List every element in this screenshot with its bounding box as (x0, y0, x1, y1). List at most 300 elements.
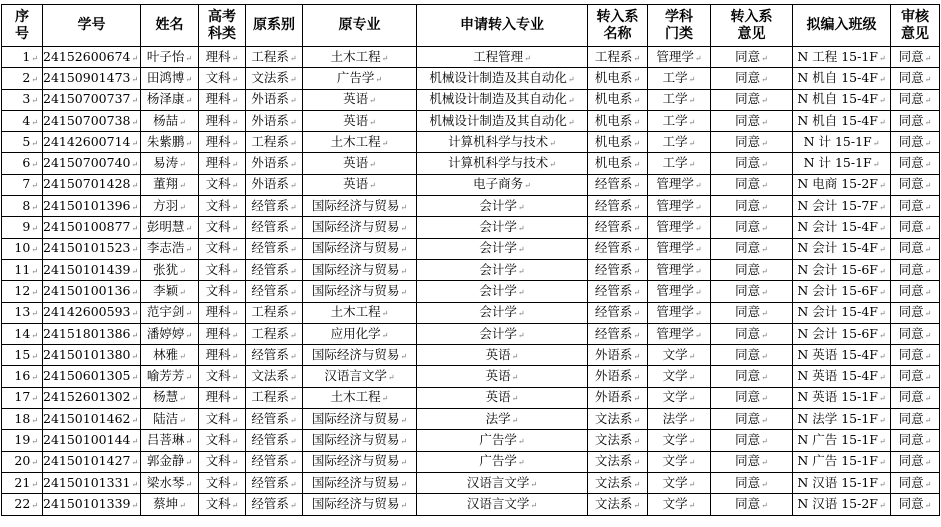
cell-text: 24142600593 (43, 304, 131, 320)
cell-text: 文法系 (594, 410, 633, 426)
paragraph-mark: ↵ (289, 351, 297, 361)
cell-text: 同意 (735, 453, 761, 469)
paragraph-mark: ↵ (179, 181, 186, 191)
paragraph-mark: ↵ (231, 479, 239, 489)
discipline-cell (648, 68, 711, 89)
discipline-cell (648, 494, 711, 515)
paragraph-mark: ↵ (31, 394, 38, 404)
table-row (2, 174, 940, 195)
target-dept-cell (588, 302, 648, 323)
paragraph-mark: ↵ (381, 53, 389, 63)
cell-text: 管理学 (656, 197, 694, 213)
paragraph-mark: ↵ (400, 500, 408, 510)
table-row (2, 387, 940, 408)
student-id-cell (43, 238, 141, 259)
paragraph-mark: ↵ (688, 458, 696, 468)
target-class-cell (793, 430, 891, 451)
cell-text: 24150101427 (43, 453, 131, 469)
orig-dept-cell (246, 47, 303, 68)
cell-text: 文学 (662, 368, 688, 384)
paragraph-mark: ↵ (381, 330, 389, 340)
paragraph-mark: ↵ (878, 224, 886, 234)
cell-text: 同意 (735, 389, 761, 405)
cell-text: 同意 (735, 410, 761, 426)
paragraph-mark: ↵ (369, 117, 376, 127)
paragraph-mark: ↵ (31, 117, 38, 127)
cell-text: 汉语言文学 (466, 474, 530, 490)
paragraph-mark: ↵ (878, 53, 886, 63)
header-line: 姓名 (155, 17, 184, 33)
review-opinion-cell (891, 323, 940, 344)
paragraph-mark: ↵ (761, 74, 768, 84)
index-cell (2, 174, 43, 195)
cell-text: 同意 (898, 219, 924, 235)
header-line: 拟编入班级 (806, 17, 877, 33)
cell-text: 张犹 (153, 261, 179, 277)
paragraph-mark: ↵ (31, 181, 38, 191)
paragraph-mark: ↵ (31, 330, 38, 340)
cell-text: N 计 15-1F (803, 133, 872, 149)
paragraph-mark: ↵ (633, 373, 641, 383)
cell-text: 文学 (662, 431, 688, 447)
orig-major-cell (303, 494, 417, 515)
target-class-cell (793, 89, 891, 110)
review-opinion-cell (891, 238, 940, 259)
paragraph-mark: ↵ (633, 245, 641, 255)
header-line: 号 (15, 25, 29, 42)
name-cell (141, 430, 199, 451)
cell-text: 土木工程 (330, 133, 381, 149)
dept-opinion-cell (711, 217, 793, 238)
dept-opinion-cell (711, 366, 793, 387)
exam-type-cell (199, 345, 246, 366)
review-opinion-cell (891, 409, 940, 430)
review-opinion-cell (891, 89, 940, 110)
table-row (2, 345, 940, 366)
cell-text: 9 (22, 219, 31, 235)
cell-text: 机电系 (594, 155, 633, 171)
paragraph-mark: ↵ (231, 160, 239, 170)
dept-opinion-cell (711, 132, 793, 153)
table-row (2, 430, 940, 451)
paragraph-mark: ↵ (31, 373, 38, 383)
cell-text: 5 (22, 133, 31, 149)
exam-type-cell (199, 323, 246, 344)
paragraph-mark: ↵ (400, 224, 408, 234)
paragraph-mark: ↵ (924, 74, 932, 84)
cell-text: 管理学 (656, 325, 694, 341)
name-cell (141, 217, 199, 238)
paragraph-mark: ↵ (179, 117, 186, 127)
paragraph-mark: ↵ (289, 373, 297, 383)
name-cell (141, 494, 199, 515)
dept-opinion-cell (711, 387, 793, 408)
index-cell (2, 323, 43, 344)
cell-text: 会计学 (479, 219, 517, 235)
target-dept-cell (588, 89, 648, 110)
name-cell (141, 89, 199, 110)
dept-opinion-cell (711, 323, 793, 344)
name-cell (141, 259, 199, 280)
paragraph-mark: ↵ (387, 373, 395, 383)
cell-text: 24150901473 (43, 69, 131, 85)
name-cell (141, 110, 199, 131)
table-row (2, 196, 940, 217)
cell-text: 工程系 (251, 304, 289, 320)
paragraph-mark: ↵ (524, 53, 531, 63)
table-row (2, 110, 940, 131)
cell-text: 机电系 (594, 69, 633, 85)
cell-text: 范宇剑 (146, 304, 185, 320)
cell-text: 19 (14, 431, 31, 447)
paragraph-mark: ↵ (688, 96, 696, 106)
paragraph-mark: ↵ (878, 479, 886, 489)
cell-text: 法学 (485, 410, 511, 426)
cell-text: 汉语言文学 (324, 368, 387, 384)
exam-type-cell (199, 472, 246, 493)
paragraph-mark: ↵ (185, 479, 193, 489)
index-cell (2, 217, 43, 238)
cell-text: 同意 (735, 304, 761, 320)
paragraph-mark: ↵ (289, 287, 297, 297)
paragraph-mark: ↵ (694, 309, 702, 319)
exam-type-cell (199, 238, 246, 259)
review-opinion-cell (891, 387, 940, 408)
orig-major-cell (303, 472, 417, 493)
cell-text: 管理学 (656, 282, 694, 298)
target-major-cell (417, 68, 588, 89)
cell-text: 李颖 (153, 282, 179, 298)
cell-text: 同意 (735, 112, 761, 128)
student-id-cell (43, 153, 141, 174)
student-id-cell (43, 110, 141, 131)
cell-text: 文科 (205, 282, 231, 298)
cell-text: N 会计 15-4F (797, 219, 878, 235)
discipline-cell (648, 196, 711, 217)
cell-text: 英语 (343, 155, 369, 171)
paragraph-mark: ↵ (31, 351, 38, 361)
dept-opinion-cell (711, 345, 793, 366)
cell-text: 电子商务 (473, 176, 524, 192)
cell-text: 会计学 (479, 282, 517, 298)
cell-text: N 会计 15-4F (797, 240, 878, 256)
cell-text: N 机自 15-4F (797, 112, 878, 128)
cell-text: 工学 (662, 133, 688, 149)
paragraph-mark: ↵ (381, 138, 389, 148)
orig-dept-cell (246, 174, 303, 195)
exam-type-cell (199, 409, 246, 430)
dept-opinion-cell (711, 238, 793, 259)
cell-text: 同意 (735, 474, 761, 490)
paragraph-mark: ↵ (878, 458, 886, 468)
cell-text: 24150700740 (43, 155, 131, 171)
cell-text: 土木工程 (330, 48, 381, 64)
cell-text: 经管系 (251, 453, 289, 469)
review-opinion-cell (891, 68, 940, 89)
header-line: 科类 (208, 25, 236, 42)
cell-text: 文科 (205, 240, 231, 256)
discipline-cell (648, 259, 711, 280)
cell-text: 6 (22, 155, 31, 171)
paragraph-mark: ↵ (131, 500, 139, 510)
paragraph-mark: ↵ (131, 330, 139, 340)
index-cell (2, 132, 43, 153)
paragraph-mark: ↵ (369, 96, 376, 106)
target-class-cell (793, 132, 891, 153)
cell-text: 经管系 (251, 410, 289, 426)
cell-text: 蔡坤 (153, 495, 179, 511)
cell-text: 朱紫鹏 (146, 133, 185, 149)
index-cell (2, 196, 43, 217)
paragraph-mark: ↵ (31, 266, 38, 276)
discipline-cell (648, 281, 711, 302)
index-cell (2, 238, 43, 259)
target-dept-cell (588, 153, 648, 174)
review-opinion-cell (891, 472, 940, 493)
cell-text: 同意 (898, 91, 924, 107)
header-row (2, 5, 940, 47)
discipline-cell (648, 387, 711, 408)
target-dept-cell (588, 68, 648, 89)
cell-text: 经管系 (251, 431, 289, 447)
paragraph-mark: ↵ (761, 436, 768, 446)
cell-text: 同意 (735, 495, 761, 511)
cell-text: N 会计 15-6F (797, 261, 878, 277)
index-cell (2, 494, 43, 515)
target-dept-cell (588, 472, 648, 493)
orig-major-cell (303, 387, 417, 408)
target-dept-cell (588, 366, 648, 387)
target-dept-cell (588, 132, 648, 153)
table-body (2, 47, 940, 516)
paragraph-mark: ↵ (131, 138, 139, 148)
paragraph-mark: ↵ (185, 53, 193, 63)
cell-text: 24150700737 (43, 91, 131, 107)
orig-major-cell (303, 217, 417, 238)
index-cell (2, 281, 43, 302)
paragraph-mark: ↵ (400, 436, 408, 446)
table-row (2, 238, 940, 259)
cell-text: 会计学 (479, 304, 517, 320)
orig-major-cell (303, 366, 417, 387)
cell-text: 理科 (205, 133, 231, 149)
cell-text: 吕菩琳 (146, 431, 185, 447)
cell-text: N 广告 15-1F (797, 453, 878, 469)
review-opinion-cell (891, 430, 940, 451)
paragraph-mark: ↵ (231, 266, 239, 276)
name-cell (141, 153, 199, 174)
cell-text: 经管系 (251, 474, 289, 490)
cell-text: 汉语言文学 (466, 495, 530, 511)
cell-text: 文学 (662, 474, 688, 490)
student-id-cell (43, 174, 141, 195)
review-opinion-cell (891, 259, 940, 280)
target-dept-cell (588, 494, 648, 515)
name-cell (141, 451, 199, 472)
paragraph-mark: ↵ (289, 330, 297, 340)
paragraph-mark: ↵ (878, 309, 886, 319)
paragraph-mark: ↵ (231, 202, 239, 212)
target-class-cell (793, 238, 891, 259)
name-cell (141, 174, 199, 195)
paragraph-mark: ↵ (231, 96, 239, 106)
orig-dept-cell (246, 494, 303, 515)
cell-text: N 会计 15-6F (797, 325, 878, 341)
cell-text: 18 (14, 410, 31, 426)
cell-text: 文学 (662, 389, 688, 405)
paragraph-mark: ↵ (924, 500, 932, 510)
paragraph-mark: ↵ (761, 266, 768, 276)
table-row (2, 259, 940, 280)
orig-dept-cell (246, 387, 303, 408)
cell-text: 理科 (205, 304, 231, 320)
cell-text: 24152601302 (43, 389, 131, 405)
dept-opinion-cell (711, 259, 793, 280)
table-row (2, 409, 940, 430)
target-major-cell (417, 259, 588, 280)
cell-text: N 机自 15-4F (797, 69, 878, 85)
index-cell (2, 153, 43, 174)
cell-text: 21 (14, 474, 31, 490)
dept-opinion-cell (711, 47, 793, 68)
target-class-cell (793, 387, 891, 408)
cell-text: 英语 (485, 346, 511, 362)
paragraph-mark: ↵ (231, 74, 239, 84)
table-row (2, 302, 940, 323)
target-major-cell (417, 323, 588, 344)
cell-text: 同意 (898, 453, 924, 469)
student-id-cell (43, 89, 141, 110)
discipline-cell (648, 174, 711, 195)
orig-dept-cell (246, 472, 303, 493)
cell-text: 11 (14, 261, 31, 277)
paragraph-mark: ↵ (878, 500, 886, 510)
orig-major-cell (303, 110, 417, 131)
cell-text: 理科 (205, 389, 231, 405)
cell-text: 工学 (662, 112, 688, 128)
paragraph-mark: ↵ (633, 287, 641, 297)
cell-text: 经管系 (251, 197, 289, 213)
paragraph-mark: ↵ (924, 181, 932, 191)
paragraph-mark: ↵ (231, 458, 239, 468)
header-line: 学号 (77, 17, 106, 33)
target-class-cell (793, 281, 891, 302)
exam-type-cell (199, 494, 246, 515)
paragraph-mark: ↵ (131, 415, 139, 425)
cell-text: 应用化学 (330, 325, 381, 341)
cell-text: 文学 (662, 346, 688, 362)
student-id-cell (43, 281, 141, 302)
paragraph-mark: ↵ (761, 373, 768, 383)
student-id-cell (43, 323, 141, 344)
cell-text: 叶子怡 (146, 48, 185, 64)
discipline-cell (648, 132, 711, 153)
cell-text: 方羽 (153, 197, 179, 213)
discipline-cell (648, 302, 711, 323)
dept-opinion-cell (711, 89, 793, 110)
student-id-cell (43, 387, 141, 408)
paragraph-mark: ↵ (179, 394, 186, 404)
cell-text: 同意 (735, 261, 761, 277)
exam-type-cell (199, 47, 246, 68)
paragraph-mark: ↵ (131, 436, 139, 446)
discipline-cell (648, 89, 711, 110)
paragraph-mark: ↵ (688, 500, 696, 510)
paragraph-mark: ↵ (400, 351, 408, 361)
cell-text: 12 (14, 282, 31, 298)
cell-text: 机电系 (594, 91, 633, 107)
paragraph-mark: ↵ (400, 479, 408, 489)
cell-text: 同意 (735, 91, 761, 107)
cell-text: 工程系 (251, 48, 289, 64)
cell-text: 15 (14, 346, 31, 362)
target-class-cell (793, 47, 891, 68)
paragraph-mark: ↵ (688, 436, 696, 446)
cell-text: 工程系 (594, 48, 633, 64)
cell-text: 工学 (662, 91, 688, 107)
cell-text: 国际经济与贸易 (311, 219, 400, 235)
target-dept-cell (588, 259, 648, 280)
paragraph-mark: ↵ (694, 224, 702, 234)
discipline-cell (648, 323, 711, 344)
exam-type-cell (199, 366, 246, 387)
student-id-cell (43, 366, 141, 387)
paragraph-mark: ↵ (289, 160, 297, 170)
paragraph-mark: ↵ (924, 53, 932, 63)
cell-text: 24150100136 (43, 282, 131, 298)
paragraph-mark: ↵ (878, 181, 886, 191)
table-row (2, 323, 940, 344)
orig-dept-cell (246, 366, 303, 387)
cell-text: 管理学 (656, 304, 694, 320)
cell-text: 经管系 (594, 176, 633, 192)
paragraph-mark: ↵ (633, 309, 641, 319)
student-id-cell (43, 409, 141, 430)
paragraph-mark: ↵ (878, 74, 886, 84)
paragraph-mark: ↵ (694, 266, 702, 276)
cell-text: 同意 (735, 69, 761, 85)
paragraph-mark: ↵ (131, 160, 139, 170)
cell-text: 同意 (898, 495, 924, 511)
paragraph-mark: ↵ (924, 160, 932, 170)
paragraph-mark: ↵ (289, 394, 297, 404)
cell-text: 同意 (735, 282, 761, 298)
cell-text: 英语 (343, 176, 369, 192)
cell-text: 24150700738 (43, 112, 131, 128)
orig-major-cell (303, 174, 417, 195)
cell-text: 经管系 (251, 346, 289, 362)
paragraph-mark: ↵ (761, 458, 768, 468)
paragraph-mark: ↵ (381, 309, 389, 319)
name-cell (141, 472, 199, 493)
discipline-cell (648, 366, 711, 387)
paragraph-mark: ↵ (924, 373, 932, 383)
exam-type-cell (199, 451, 246, 472)
cell-text: 广告学 (479, 431, 517, 447)
exam-type-cell (199, 132, 246, 153)
paragraph-mark: ↵ (231, 53, 239, 63)
target-major-cell (417, 110, 588, 131)
target-class-cell (793, 110, 891, 131)
table-row (2, 494, 940, 515)
orig-dept-cell (246, 281, 303, 302)
exam-type-cell (199, 217, 246, 238)
cell-text: 彭明慧 (146, 219, 185, 235)
paragraph-mark: ↵ (761, 138, 768, 148)
paragraph-mark: ↵ (131, 224, 139, 234)
dept-opinion-cell (711, 110, 793, 131)
review-opinion-cell (891, 196, 940, 217)
